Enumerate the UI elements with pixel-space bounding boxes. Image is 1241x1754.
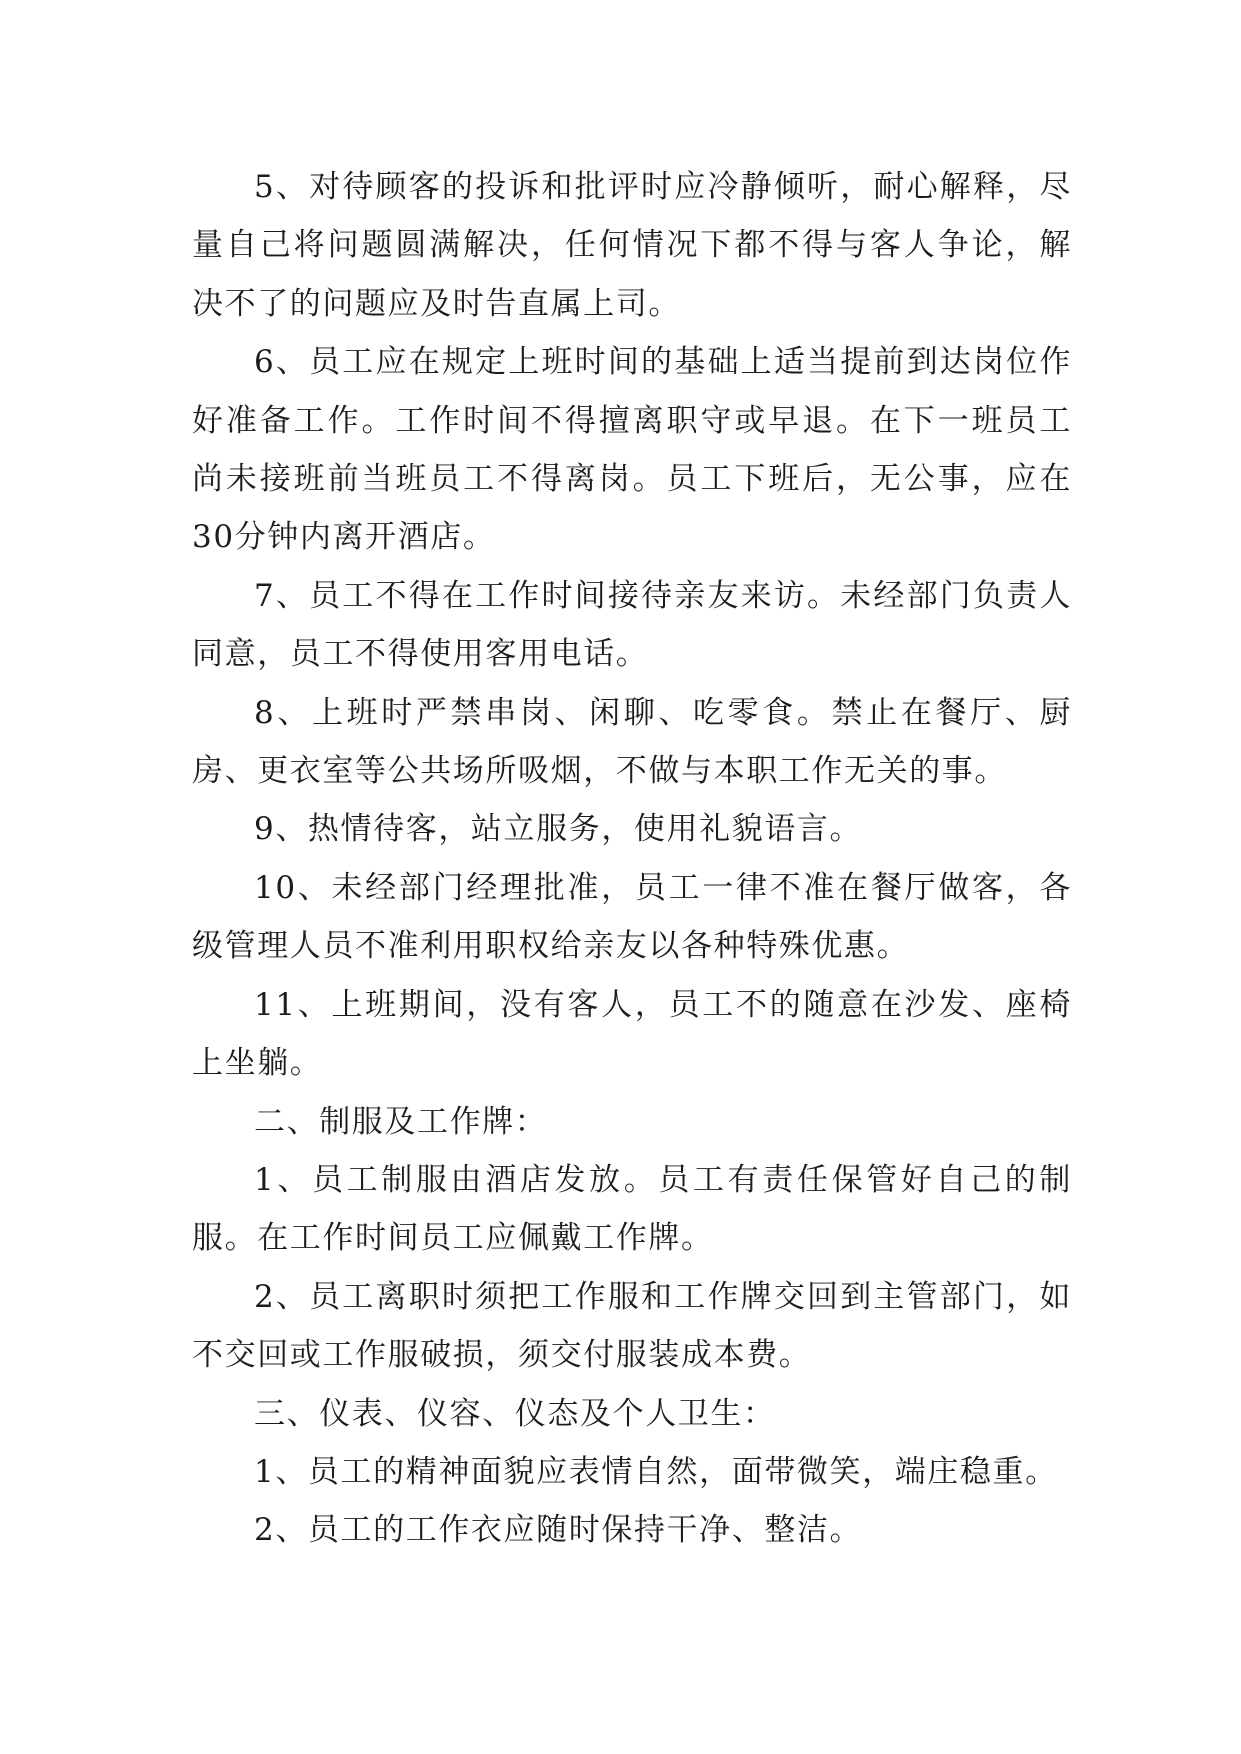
paragraph-rule-9: 9、热情待客，站立服务，使用礼貌语言。 bbox=[254, 811, 863, 848]
paragraph-rule-7: 7、员工不得在工作时间接待亲友来访。未经部门负责人同意，员工不得使用客用电话。 bbox=[192, 577, 1072, 673]
paragraph-uniform-1: 1、员工制服由酒店发放。员工有责任保管好自己的制服。在工作时间员工应佩戴工作牌。 bbox=[192, 1161, 1072, 1257]
paragraph-rule-8: 8、上班时严禁串岗、闲聊、吃零食。禁止在餐厅、厨房、更衣室等公共场所吸烟，不做与本职工作无关的事。 bbox=[192, 694, 1072, 790]
paragraph-uniform-2: 2、员工离职时须把工作服和工作牌交回到主管部门，如不交回或工作服破损，须交付服装成本费。 bbox=[192, 1278, 1072, 1374]
paragraph-rule-5: 5、对待顾客的投诉和批评时应冷静倾听，耐心解释，尽量自己将问题圆满解决，任何情况下都不得与客人争论，解决不了的问题应及时告直属上司。 bbox=[192, 169, 1072, 322]
paragraph-rule-11: 11、上班期间，没有客人，员工不的随意在沙发、座椅上坐躺。 bbox=[192, 986, 1072, 1082]
paragraph-appearance-2: 2、员工的工作衣应随时保持干净、整洁。 bbox=[254, 1512, 863, 1549]
paragraph-appearance-1: 1、员工的精神面貌应表情自然，面带微笑，端庄稳重。 bbox=[254, 1453, 1058, 1490]
document-body bbox=[192, 158, 1072, 1560]
paragraph-rule-6: 6、员工应在规定上班时间的基础上适当提前到达岗位作好准备工作。工作时间不得擅离职守或早退。在下一班员工尚未接班前当班员工不得离岗。员工下班后，无公事，应在30分钟内离开酒店。 bbox=[192, 344, 1072, 556]
section-heading-appearance: 三、仪表、仪容、仪态及个人卫生： bbox=[254, 1395, 776, 1432]
paragraph-rule-10: 10、未经部门经理批准，员工一律不准在餐厅做客，各级管理人员不准利用职权给亲友以各种特殊优惠。 bbox=[192, 869, 1072, 965]
section-heading-uniform: 二、制服及工作牌： bbox=[254, 1103, 548, 1140]
